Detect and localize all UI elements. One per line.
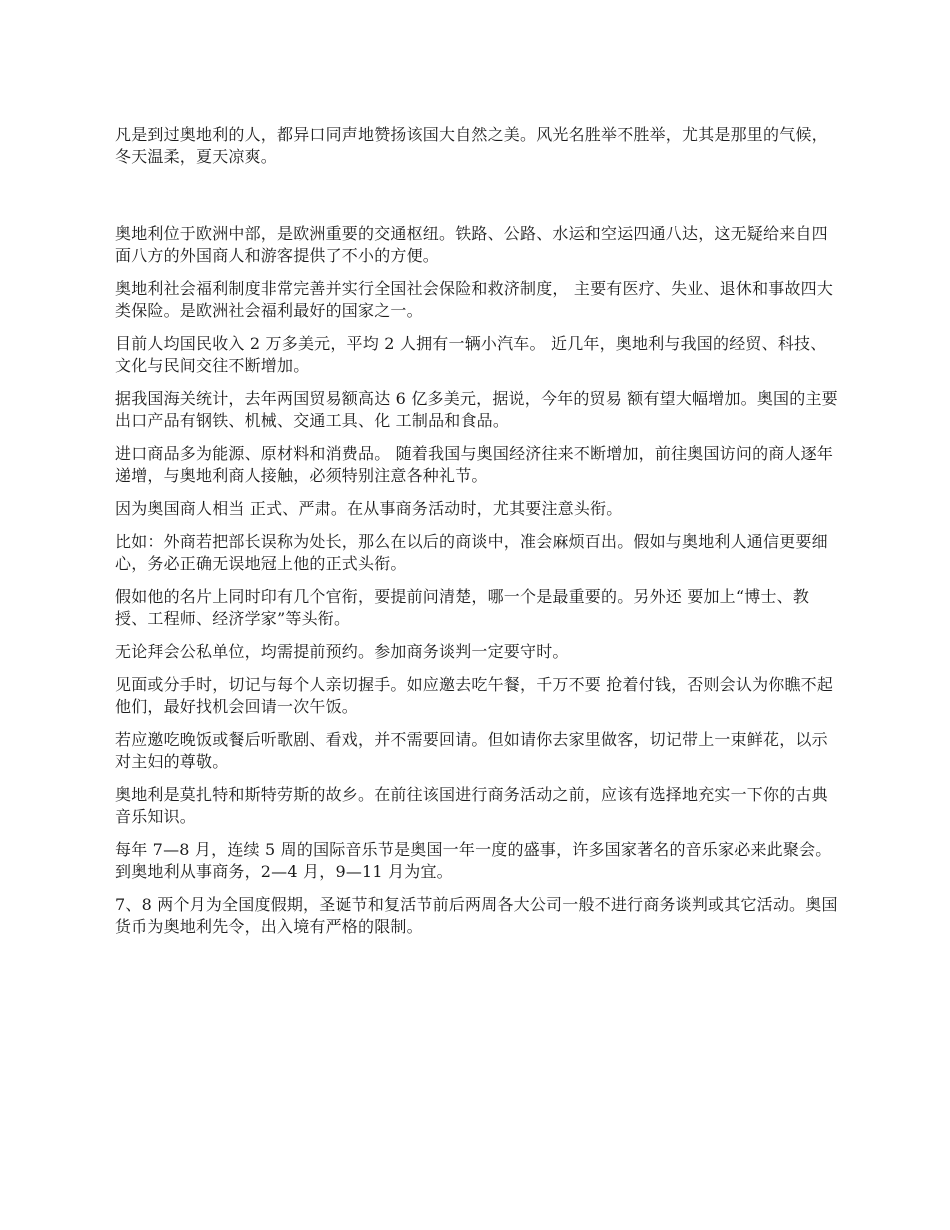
paragraph-geography: 奥地利位于欧洲中部，是欧洲重要的交通枢纽。铁路、公路、水运和空运四通八达，这无疑给来自四面八方的外国商人和游客提供了不小的方便。: [115, 224, 828, 265]
paragraph-holidays: 7、8 两个月为全国度假期，圣诞节和复活节前后两周各大公司一般不进行商务谈判或其它活动。奥国货币为奥地利先令，出入境有严格的限制。: [115, 895, 838, 936]
paragraph-music: 奥地利是莫扎特和斯特劳斯的故乡。在前往该国进行商务活动之前，应该有选择地充实一下你的古典音乐知识。: [115, 785, 828, 826]
paragraph-festival: 每年 7—8 月，连续 5 周的国际音乐节是奥国一年一度的盛事，许多国家著名的音乐家必来此聚会。 到奥地利从事商务，2—4 月，9—11 月为宜。: [115, 840, 832, 881]
paragraph-titles-example: 比如：外商若把部长误称为处长，那么在以后的商谈中，准会麻烦百出。假如与奥地利人通信更要细心，务必正确无误地冠上他的正式头衔。: [115, 532, 828, 573]
paragraph-income: 目前人均国民收入 2 万多美元，平均 2 人拥有一辆小汽车。 近几年，奥地利与我国的经贸、科技、文化与民间交往不断增加。: [115, 334, 827, 375]
document-body: [115, 124, 841, 949]
paragraph-intro: 凡是到过奥地利的人，都异口同声地赞扬该国大自然之美。风光名胜举不胜举，尤其是那里的气候，冬天温柔，夏天凉爽。: [115, 125, 828, 166]
paragraph-appointments: 无论拜会公私单位，均需提前预约。参加商务谈判一定要守时。: [115, 642, 569, 661]
paragraph-dinner: 若应邀吃晚饭或餐后听歌剧、看戏，并不需要回请。但如请你去家里做客，切记带上一束鲜花，以示对主妇的尊敬。: [115, 730, 828, 771]
paragraph-welfare: 奥地利社会福利制度非常完善并实行全国社会保险和救济制度， 主要有医疗、失业、退休和事故四大类保险。是欧洲社会福利最好的国家之一。: [115, 279, 834, 320]
paragraph-trade: 据我国海关统计，去年两国贸易额高达 6 亿多美元，据说，今年的贸易 额有望大幅增加。奥国的主要出口产品有钢铁、机械、交通工具、化 工制品和食品。: [115, 389, 838, 430]
paragraph-imports: 进口商品多为能源、原材料和消费品。 随着我国与奥国经济往来不断增加，前往奥国访问的商人逐年递增，与奥地利商人接触，必须特别注意各种礼节。: [115, 444, 834, 485]
paragraph-business-card: 假如他的名片上同时印有几个官衔，要提前问清楚，哪一个是最重要的。另外还 要加上“博士、教授、工程师、经济学家”等头衔。: [115, 587, 810, 628]
paragraph-handshake: 见面或分手时，切记与每个人亲切握手。如应邀去吃午餐，千万不要 抢着付钱，否则会认为你瞧不起他们，最好找机会回请一次午饭。: [115, 675, 834, 716]
paragraph-formality: 因为奥国商人相当 正式、严肃。在从事商务活动时，尤其要注意头衔。: [115, 499, 623, 518]
